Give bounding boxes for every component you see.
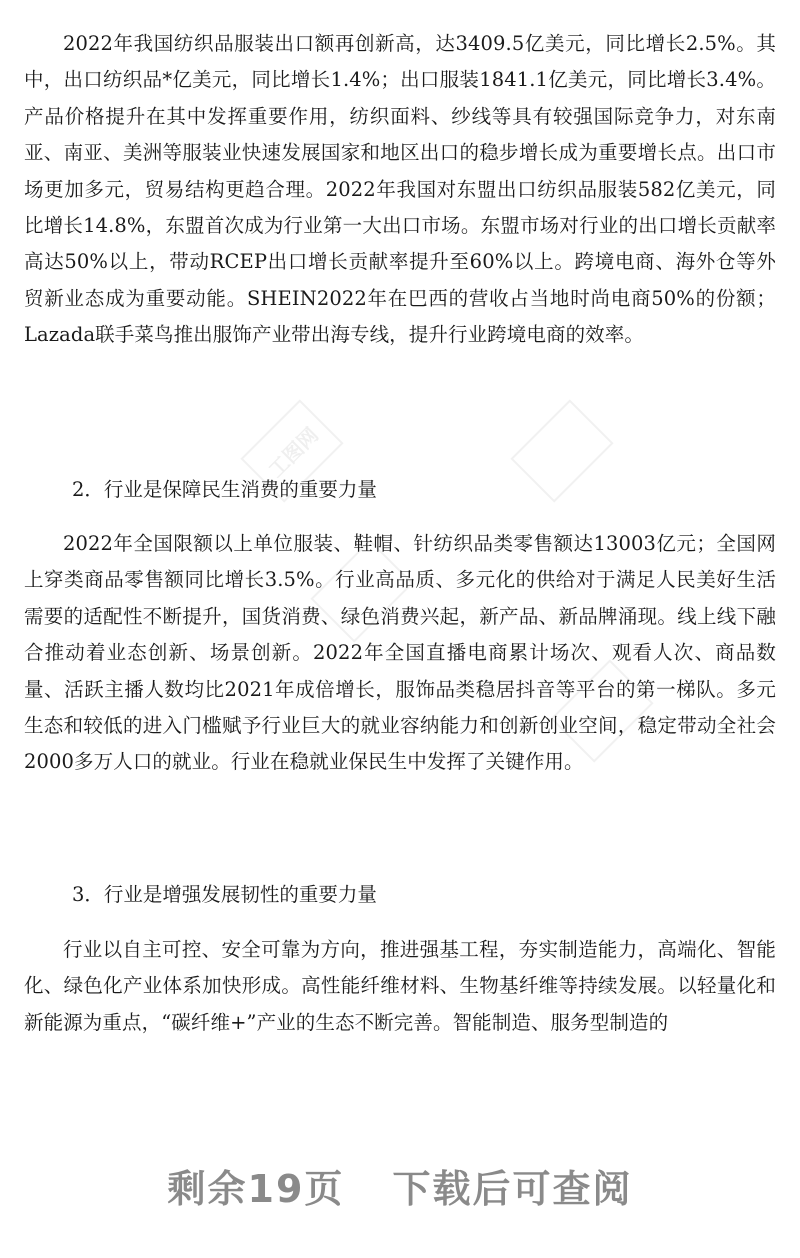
watermark-text: 工图网 xyxy=(263,422,323,482)
paragraph-export-stats: 2022年我国纺织品服装出口额再创新高，达3409.5亿美元，同比增长2.5%。其中，出口纺织品*亿美元，同比增长1.4%；出口服装1841.1亿美元，同比增长3.4%。产品价格提升在其中发挥重要作用，纺织面料、纱线等具有较强国际竞争力，对东南亚、南亚、美洲等服装业快速发展国家和地区出口的稳步增长成为重要增长点。出口市场更加多元，贸易结构更趋合理。2022年我国对东盟出口纺织品服装582亿美元，同比增长14.8%，东盟首次成为行业第一大出口市场。东盟市场对行业的出口增长贡献率高达50%以上，带动RCEP出口增长贡献率提升至60%以上。跨境电商、海外仓等外贸新业态成为重要动能。SHEIN2022年在巴西的营收占当地时尚电商50%的份额；Lazada联手菜鸟推出服饰产业带出海专线，提升行业跨境电商的效率。 xyxy=(24,32,776,347)
download-prompt[interactable] xyxy=(0,1158,800,1213)
section-heading-consumption: 2．行业是保障民生消费的重要力量 xyxy=(72,478,377,501)
paragraph-resilience: 行业以自主可控、安全可靠为方向，推进强基工程，夯实制造能力，高端化、智能化、绿色化产业体系加快形成。高性能纤维材料、生物基纤维等持续发展。以轻量化和新能源为重点，“碳纤维+”产业的生态不断完善。智能制造、服务型制造的 xyxy=(24,938,776,1034)
download-to-view-label[interactable]: 下载后可查阅 xyxy=(392,1167,633,1211)
paragraph-consumption: 2022年全国限额以上单位服装、鞋帽、针纺织品类零售额达13003亿元；全国网上穿类商品零售额同比增长3.5%。行业高品质、多元化的供给对于满足人民美好生活需要的适配性不断提升，国货消费、绿色消费兴起，新产品、新品牌涌现。线上线下融合推动着业态创新、场景创新。2022年全国直播电商累计场次、观看人次、商品数量、活跃主播人数均比2021年成倍增长，服饰品类稳居抖音等平台的第一梯队。多元生态和较低的进入门槛赋予行业巨大的就业容纳能力和创新创业空间，稳定带动全社会2000多万人口的就业。行业在稳就业保民生中发挥了关键作用。 xyxy=(24,532,776,774)
section-heading-resilience: 3．行业是增强发展韧性的重要力量 xyxy=(72,883,377,906)
remaining-pages-label: 剩余19页 xyxy=(167,1167,345,1211)
watermark xyxy=(510,399,613,502)
